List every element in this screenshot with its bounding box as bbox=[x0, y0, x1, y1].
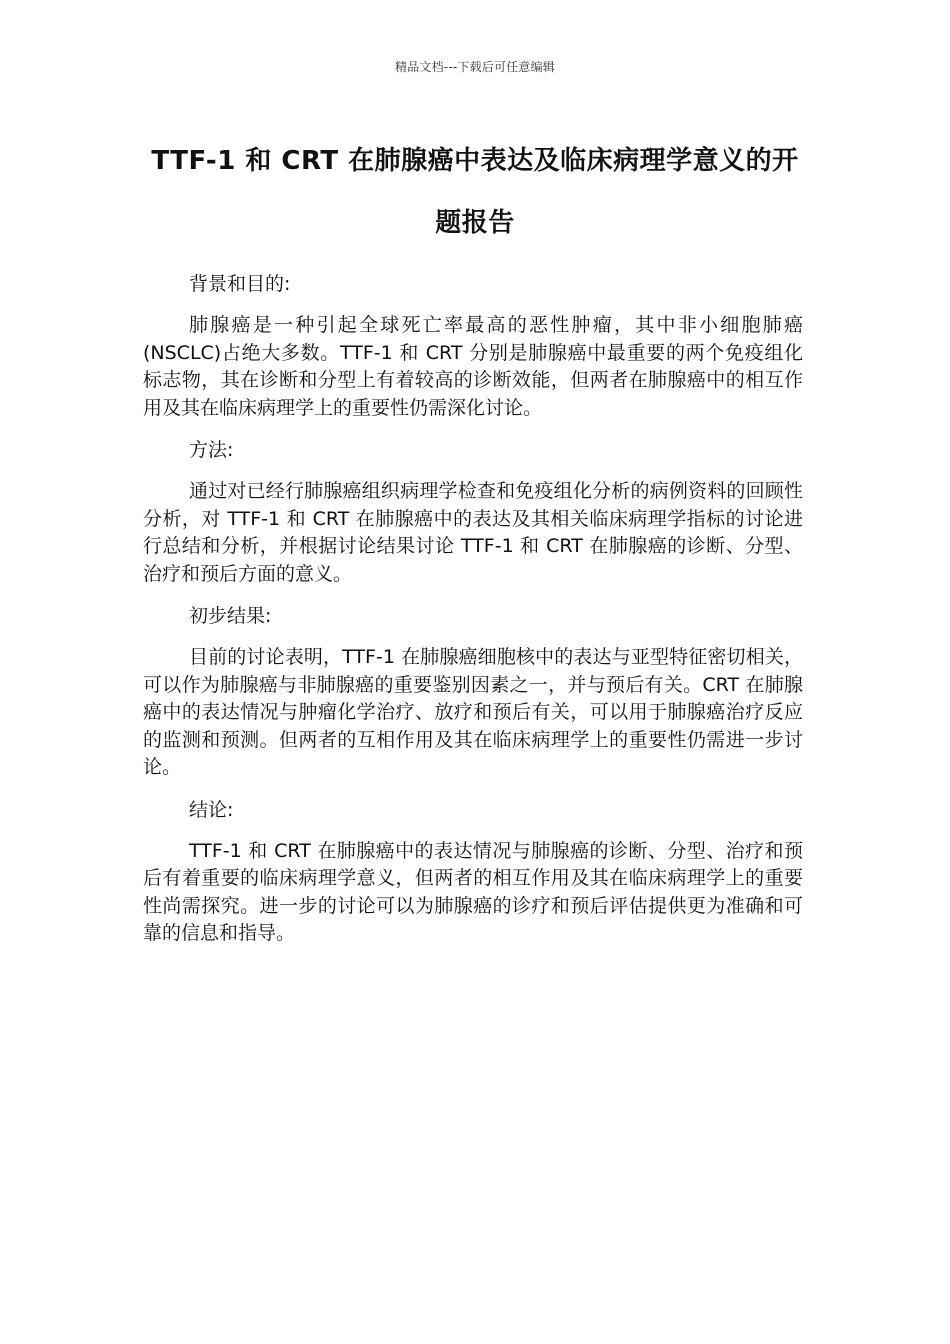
section-paragraph: 肺腺癌是一种引起全球死亡率最高的恶性肿瘤，其中非小细胞肺癌(NSCLC)占绝大多数。TTF-1 和 CRT 分别是肺腺癌中最重要的两个免疫组化标志物，其在诊断和分型上有着较高的诊断效能，但两者在肺腺癌中的相互作用及其在临床病理学上的重要性仍需深化讨论。 bbox=[143, 314, 803, 419]
header-note: 精品文档---下载后可任意编辑 bbox=[395, 60, 555, 74]
section-methods bbox=[143, 436, 803, 588]
section-preliminary-results bbox=[143, 602, 803, 782]
document-title: TTF-1 和 CRT 在肺腺癌中表达及临床病理学意义的开题报告 bbox=[151, 146, 799, 238]
section-background bbox=[143, 270, 803, 422]
section-heading: 结论: bbox=[189, 798, 234, 821]
document-body bbox=[143, 270, 803, 962]
section-heading: 背景和目的: bbox=[189, 273, 291, 295]
section-heading: 方法: bbox=[189, 439, 234, 461]
section-paragraph: 目前的讨论表明，TTF-1 在肺腺癌细胞核中的表达与亚型特征密切相关，可以作为肺腺癌与非肺腺癌的重要鉴别因素之一，并与预后有关。CRT 在肺腺癌中的表达情况与肿瘤化学治疗、放疗和预后有关，可以用于肺腺癌治疗反应的监测和预测。但两者的互相作用及其在临床病理学上的重要性仍需进一步讨论。 bbox=[143, 646, 803, 778]
section-conclusion bbox=[143, 796, 803, 948]
section-paragraph: TTF-1 和 CRT 在肺腺癌中的表达情况与肺腺癌的诊断、分型、治疗和预后有着重要的临床病理学意义，但两者的相互作用及其在临床病理学上的重要性尚需探究。进一步的讨论可以为肺腺癌的诊疗和预后评估提供更为准确和可靠的信息和指导。 bbox=[143, 839, 803, 944]
section-paragraph: 通过对已经行肺腺癌组织病理学检查和免疫组化分析的病例资料的回顾性分析，对 TTF-1 和 CRT 在肺腺癌中的表达及其相关临床病理学指标的讨论进行总结和分析，并根据讨论结果讨论 TTF-1 和 CRT 在肺腺癌的诊断、分型、治疗和预后方面的意义。 bbox=[143, 480, 803, 585]
section-heading: 初步结果: bbox=[189, 605, 272, 627]
